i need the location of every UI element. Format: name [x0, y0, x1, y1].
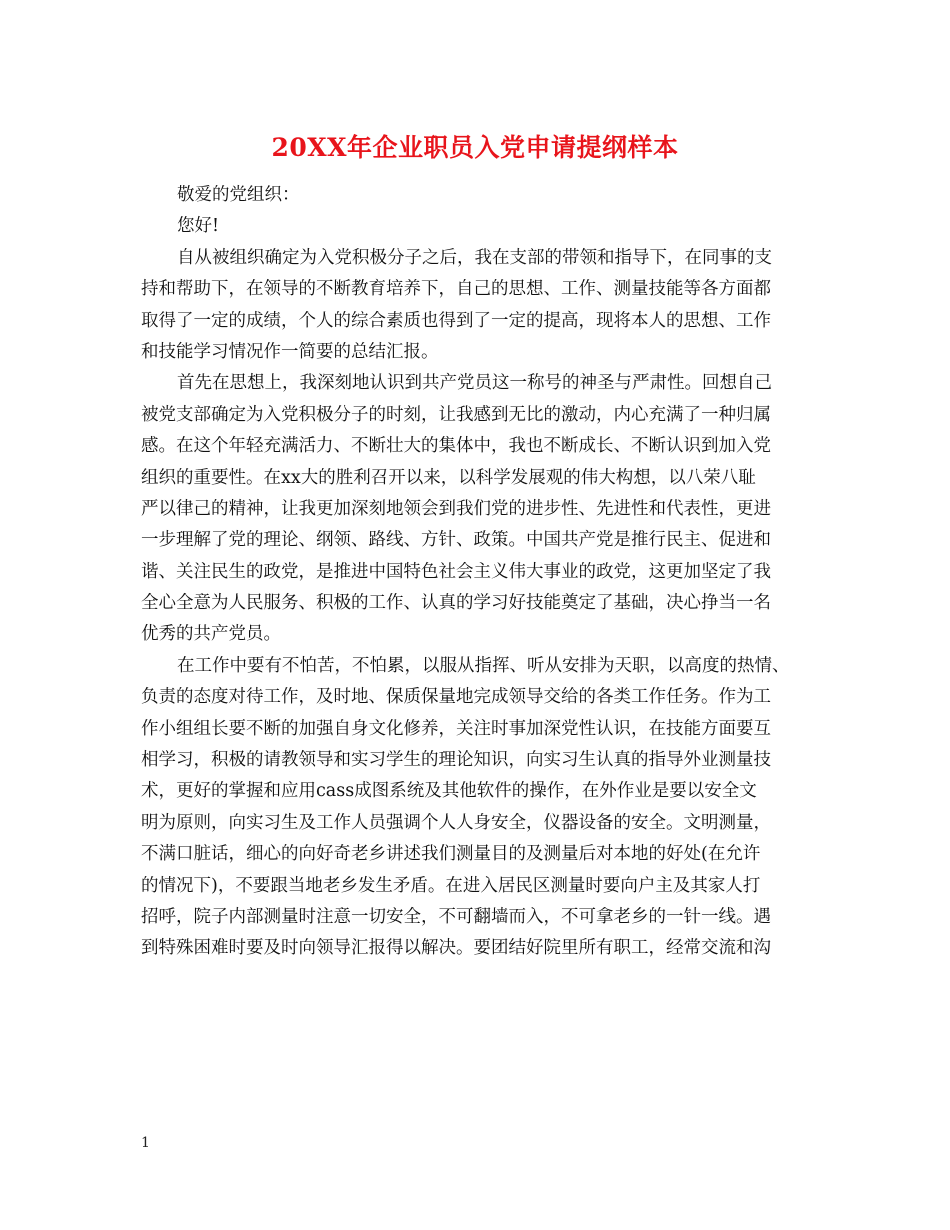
body-line: 组织的重要性。在xx大的胜利召开以来，以科学发展观的伟大构想，以八荣八耻: [141, 467, 756, 488]
body-line: 敬爱的党组织：: [177, 185, 300, 205]
body-line: 负责的态度对待工作，及时地、保质保量地完成领导交给的各类工作任务。作为工: [141, 687, 771, 708]
body-line: 的情况下)，不要跟当地老乡发生矛盾。在进入居民区测量时要向户主及其家人打: [141, 875, 761, 896]
body-line: 被党支部确定为入党积极分子的时刻，让我感到无比的激动，内心充满了一种归属: [141, 404, 771, 425]
body-line: 您好!: [177, 216, 220, 237]
body-line: 取得了一定的成绩，个人的综合素质也得到了一定的提高，现将本人的思想、工作: [141, 310, 771, 331]
document-body: [141, 180, 813, 965]
body-line: 到特殊困难时要及时向领导汇报得以解决。要团结好院里所有职工，经常交流和沟: [141, 938, 771, 959]
body-line: 自从被组织确定为入党积极分子之后，我在支部的带领和指导下，在同事的支: [177, 247, 772, 268]
body-line: 严以律己的精神，让我更加深刻地领会到我们党的进步性、先进性和代表性，更进: [141, 498, 771, 519]
body-line: 一步理解了党的理论、纲领、路线、方针、政策。中国共产党是推行民主、促进和: [141, 530, 771, 551]
body-line: 谐、关注民生的政党，是推进中国特色社会主义伟大事业的政党，这更加坚定了我: [141, 561, 771, 582]
body-line: 不满口脏话，细心的向好奇老乡讲述我们测量目的及测量后对本地的好处(在允许: [141, 844, 761, 865]
body-line: 作小组组长要不断的加强自身文化修养，关注时事加深党性认识，在技能方面要互: [141, 718, 771, 739]
body-line: 招呼，院子内部测量时注意一切安全，不可翻墙而入，不可拿老乡的一针一线。遇: [141, 906, 771, 927]
body-line: 相学习，积极的请教领导和实习学生的理论知识，向实习生认真的指导外业测量技: [141, 750, 771, 771]
body-line: 和技能学习情况作一简要的总结汇报。: [141, 341, 439, 362]
body-line: 优秀的共产党员。: [141, 624, 281, 645]
body-line: 持和帮助下，在领导的不断教育培养下，自己的思想、工作、测量技能等各方面都: [141, 279, 771, 300]
body-line: 术，更好的掌握和应用cass成图系统及其他软件的操作，在外作业是要以安全文: [141, 781, 757, 802]
page-number: 1: [141, 1135, 150, 1151]
body-line: 明为原则，向实习生及工作人员强调个人人身安全，仪器设备的安全。文明测量，: [141, 812, 771, 833]
body-line: 全心全意为人民服务、积极的工作、认真的学习好技能奠定了基础，决心挣当一名: [141, 593, 771, 614]
body-line: 首先在思想上，我深刻地认识到共产党员这一称号的神圣与严肃性。回想自己: [177, 373, 772, 394]
body-line: 在工作中要有不怕苦，不怕累，以服从指挥、听从安排为天职，以高度的热情、: [177, 655, 790, 676]
document-title: 20XX年企业职员入党申请提纲样本: [271, 133, 679, 162]
body-line: 感。在这个年轻充满活力、不断壮大的集体中，我也不断成长、不断认识到加入党: [141, 436, 771, 457]
